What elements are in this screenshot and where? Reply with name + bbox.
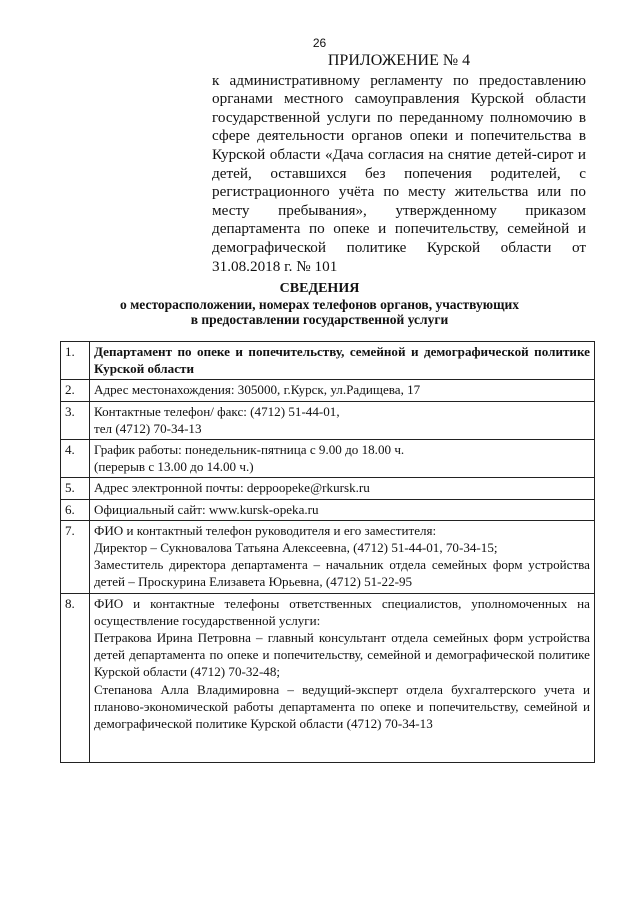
- head-contacts-label: ФИО и контактный телефон руководителя и его заместителя:: [94, 522, 437, 538]
- row-number: 7.: [61, 520, 90, 593]
- table-row: [61, 401, 595, 439]
- specialist-1-text: Петракова Ирина Петровна – главный консультант отдела семейных форм устройства детей департамента по опеке и попечительству, семейной и демографической политике Курской области (4712) 70-32-48;: [94, 630, 590, 680]
- title-subtitle-line-2: в предоставлении государственной услуги: [190, 312, 449, 327]
- row-text: [90, 520, 595, 593]
- row-text: [90, 342, 595, 380]
- row-number: 5.: [61, 478, 90, 499]
- document-title: [0, 281, 639, 328]
- row-text: [90, 380, 595, 401]
- specialist-2-text: Степанова Алла Владимировна – ведущий-эксперт отдела бухгалтерского учета и планово-экономической работы департамента по опеке и попечительству, семейной и демографической политике Курской области (4712) 70-34-13: [94, 681, 590, 732]
- row-text: [90, 401, 595, 439]
- table-row: [61, 478, 595, 499]
- website-text: Официальный сайт: www.kursk-opeka.ru: [94, 501, 319, 517]
- page-number: 26: [312, 36, 327, 50]
- row-text: [90, 593, 595, 763]
- table-row: [61, 520, 595, 593]
- title-main: СВЕДЕНИЯ: [279, 281, 360, 296]
- deputy-director-text: Заместитель директора департамента – начальник отдела семейных форм устройства детей – Проскурина Елизавета Юрьевна, (4712) 51-22-95: [94, 557, 590, 590]
- row-number: 6.: [61, 499, 90, 520]
- row-number: 1.: [61, 342, 90, 380]
- row-text: [90, 478, 595, 499]
- department-name: Департамент по опеке и попечительству, семейной и демографической политике Курской области: [94, 344, 590, 377]
- appendix-heading: ПРИЛОЖЕНИЕ № 4: [327, 52, 471, 69]
- phone-text: тел (4712) 70-34-13: [94, 420, 202, 436]
- row-text: [90, 440, 595, 478]
- table-row: [61, 380, 595, 401]
- row-text: [90, 499, 595, 520]
- row-number: 4.: [61, 440, 90, 478]
- table-row: [61, 440, 595, 478]
- row-number: 2.: [61, 380, 90, 401]
- table-row: [61, 593, 595, 763]
- appendix-block: [212, 52, 586, 276]
- director-text: Директор – Сукновалова Татьяна Алексеевна, (4712) 51-44-01, 70-34-15;: [94, 540, 498, 556]
- table-row: [61, 342, 595, 380]
- row-number: 3.: [61, 401, 90, 439]
- specialists-label: ФИО и контактные телефоны ответственных специалистов, уполномоченных на осуществление государственной услуги:: [94, 595, 590, 628]
- table-row: [61, 499, 595, 520]
- email-text: Адрес электронной почты: deppoopeke@rkursk.ru: [94, 480, 370, 496]
- break-text: (перерыв с 13.00 до 14.00 ч.): [94, 459, 254, 475]
- address-text: Адрес местонахождения: 305000, г.Курск, ул.Радищева, 17: [94, 382, 421, 398]
- info-table: [60, 341, 595, 763]
- work-schedule-text: График работы: понедельник-пятница с 9.00 до 18.00 ч.: [94, 442, 405, 458]
- title-subtitle-line-1: о месторасположении, номерах телефонов органов, участвующих: [119, 296, 520, 312]
- row-number: 8.: [61, 593, 90, 763]
- phone-fax-text: Контактные телефон/ факс: (4712) 51-44-01,: [94, 403, 340, 419]
- appendix-text: к административному регламенту по предоставлению органами местного самоуправления Курской области государственной услуги по переданному полномочию в сфере деятельности органов опеки и попечительства в Курской области «Дача согласия на снятие детей-сирот и детей, оставшихся без попечения родителей, с регистрационного учёта по месту жительства или по месту пребывания», утвержденному приказом департамента по опеке и попечительству, семейной и демографической политике Курской области от 31.08.2018 г. № 101: [212, 71, 586, 275]
